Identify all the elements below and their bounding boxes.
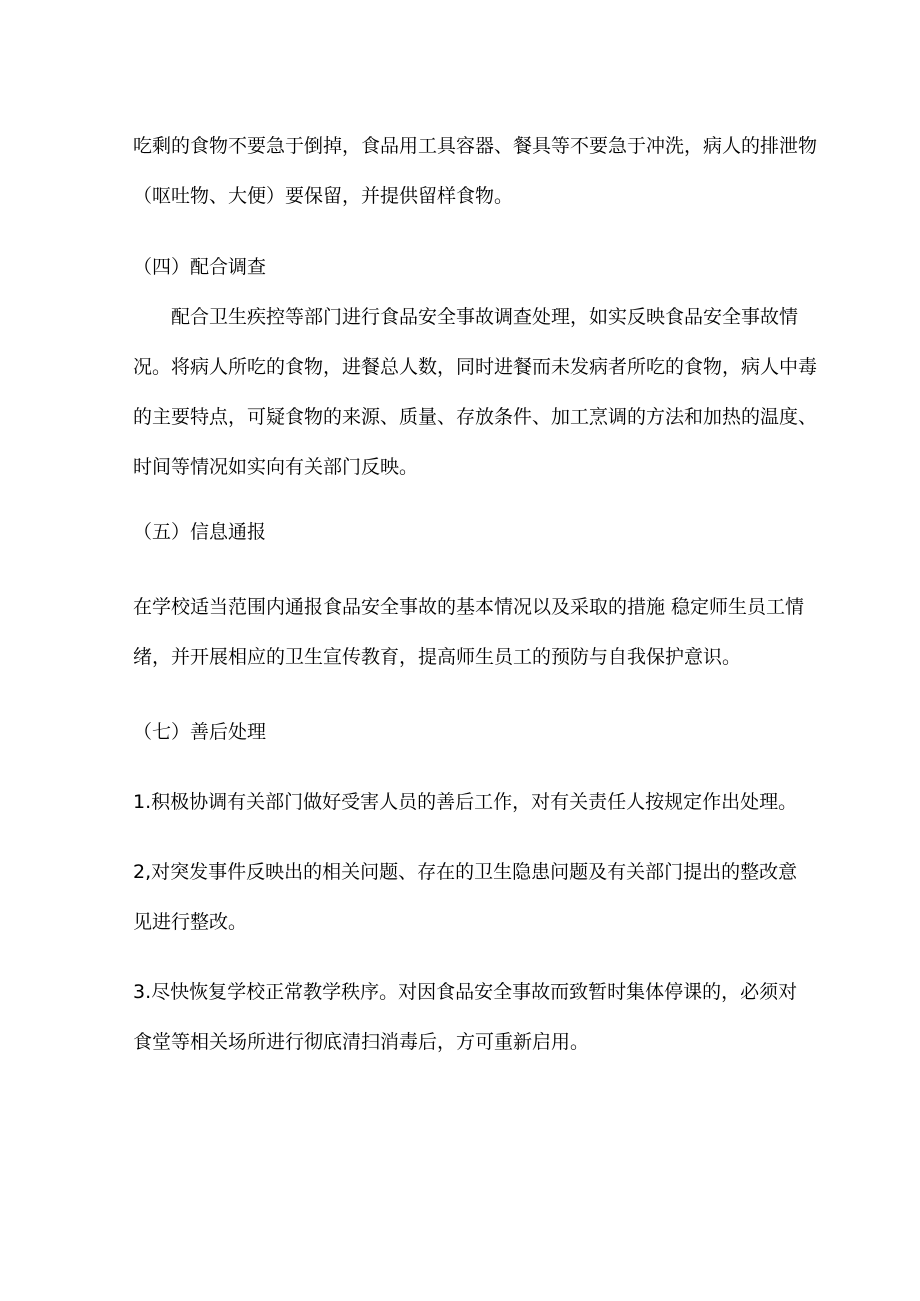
paragraph-line: 时间等情况如实向有关部门反映。 [133, 456, 419, 478]
paragraph-line: 吃剩的食物不要急于倒掉，食品用工具容器、餐具等不要急于冲洗，病人的排泄物 [133, 135, 818, 157]
paragraph-line: 配合卫生疾控等部门进行食品安全事故调查处理，如实反映食品安全事故情 [171, 306, 799, 328]
section-heading: （七）善后处理 [133, 721, 267, 743]
list-item-continuation: 见进行整改。 [133, 911, 248, 933]
paragraph-line: 在学校适当范围内通报食品安全事故的基本情况以及采取的措施 稳定师生员工情 [133, 596, 805, 618]
paragraph-line: （呕吐物、大便）要保留，并提供留样食物。 [133, 185, 514, 207]
list-item: 2,对突发事件反映出的相关问题、存在的卫生隐患问题及有关部门提出的整改意 [133, 861, 798, 883]
list-item: 1.积极协调有关部门做好受害人员的善后工作，对有关责任人按规定作出处理。 [133, 791, 798, 813]
paragraph-line: 况。将病人所吃的食物，进餐总人数，同时进餐而未发病者所吃的食物，病人中毒 [133, 356, 818, 378]
section-heading: （五）信息通报 [133, 521, 267, 543]
paragraph-line: 的主要特点，可疑食物的来源、质量、存放条件、加工烹调的方法和加热的温度、 [133, 406, 818, 428]
paragraph-line: 绪，并开展相应的卫生宣传教育，提高师生员工的预防与自我保护意识。 [133, 646, 742, 668]
list-item-continuation: 食堂等相关场所进行彻底清扫消毒后，方可重新启用。 [133, 1031, 590, 1053]
list-item: 3.尽快恢复学校正常教学秩序。对因食品安全事故而致暂时集体停课的，必须对 [133, 981, 798, 1003]
section-heading: （四）配合调查 [133, 256, 267, 278]
